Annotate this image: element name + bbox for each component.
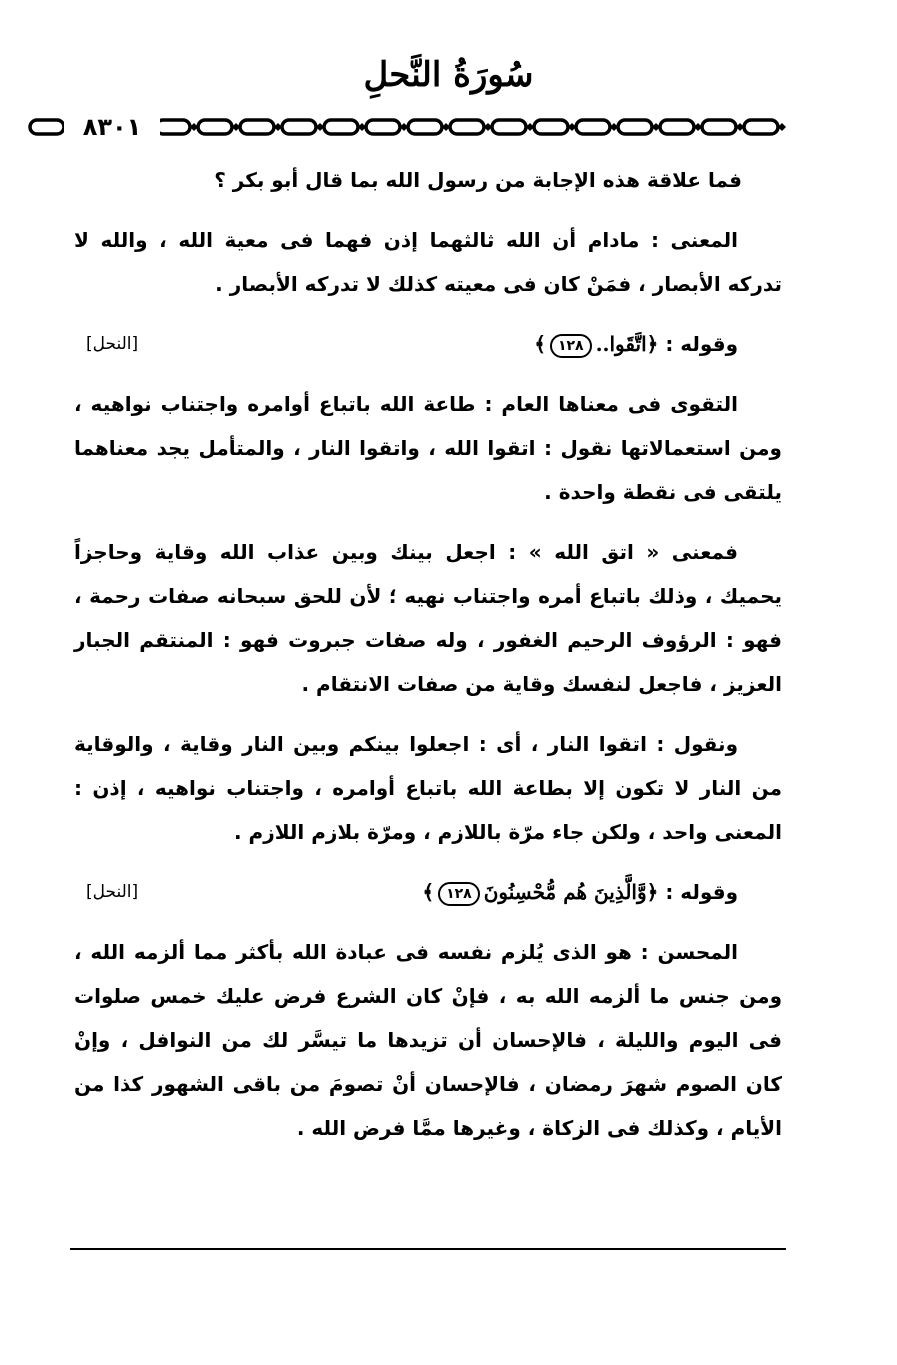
chain-link (744, 120, 778, 134)
verse-quote (422, 870, 738, 914)
chain-link (450, 120, 484, 134)
chain-link (198, 120, 232, 134)
page-number: ٨٣٠١ (64, 113, 160, 141)
paragraph: التقوى فى معناها العام : طاعة الله باتباع أوامره واجتناب نواهيه ، ومن استعمالاتها نقول : اتقوا الله ، واتقوا النار ، والمتأمل يجد معناهما يلتقى فى نقطة واحدة . (74, 392, 782, 504)
surah-title: سُورَةُ النَّحلِ (363, 55, 534, 95)
chain-link (492, 120, 526, 134)
verse-close-bracket: ﴾ (534, 332, 546, 356)
ayah-number-badge: ١٢٨ (438, 882, 480, 906)
verse-open-bracket: ﴿ (646, 332, 659, 356)
chain-link (324, 120, 358, 134)
paragraph: فمعنى « اتق الله » : اجعل بينك وبين عذاب الله وقاية وحاجزاً يحميك ، وذلك باتباع أمره واجتناب نهيه ؛ لأن للحق سبحانه صفات رحمة ، فهو : الرؤوف الرحيم الغفور ، وله صفات جبروت فهو : المنتقم الجبار العزيز ، فاجعل لنفسك وقاية من صفات الانتقام . (74, 540, 782, 696)
surah-reference: [النحل] (86, 334, 139, 354)
chain-link (534, 120, 568, 134)
chain-link (618, 120, 652, 134)
chain-link (240, 120, 274, 134)
paragraph: فما علاقة هذه الإجابة من رسول الله بما قال أبو بكر ؟ (214, 168, 742, 192)
verse-line (74, 870, 782, 914)
chain-link (282, 120, 316, 134)
chain-link (408, 120, 442, 134)
paragraph: ونقول : اتقوا النار ، أى : اجعلوا بينكم وبين النار وقاية ، والوقاية من النار لا تكون إلا بطاعة الله باتباع أوامره ، واجتناب نواهيه ، إذن : المعنى واحد ، ولكن جاء مرّة باللازم ، ومرّة بلازم اللازم . (74, 732, 782, 844)
page-body (74, 158, 782, 1166)
verse-text: وَّالَّذِينَ هُم مُّحْسِنُونَ (483, 880, 647, 904)
chain-link (30, 120, 64, 134)
surah-reference: [النحل] (86, 882, 139, 902)
paragraph: المحسن : هو الذى يُلزم نفسه فى عبادة الله بأكثر مما ألزمه الله ، ومن جنس ما ألزمه الله به ، فإنْ كان الشرع فرض عليك خمس صلوات فى اليوم والليلة ، فالإحسان أن تزيدها ما تيسَّر لك من النوافل ، وإنْ كان الصوم شهرَ رمضان ، فالإحسان أنْ تصومَ من باقى الشهور كذا من الأيام ، وكذلك فى الزكاة ، وغيرها ممَّا فرض الله . (74, 940, 782, 1140)
bottom-divider (70, 1248, 786, 1250)
chain-link (156, 120, 190, 134)
verse-close-bracket: ﴾ (422, 880, 435, 904)
verse-intro: وقوله : (665, 880, 738, 904)
ayah-number-badge: ١٢٨ (550, 334, 592, 358)
verse-line (74, 322, 782, 366)
chain-link (576, 120, 610, 134)
verse-open-bracket: ﴿ (646, 880, 659, 904)
paragraph: المعنى : مادام أن الله ثالثهما إذن فهما فى معية الله ، والله لا تدركه الأبصار ، فمَنْ كان فى معيته كذلك لا تدركه الأبصار . (74, 228, 782, 296)
chain-link (366, 120, 400, 134)
chain-link (702, 120, 736, 134)
chain-link (660, 120, 694, 134)
verse-intro: وقوله : (665, 332, 738, 356)
verse-text: اتَّقَوا.. (595, 332, 647, 356)
verse-quote (534, 322, 738, 366)
